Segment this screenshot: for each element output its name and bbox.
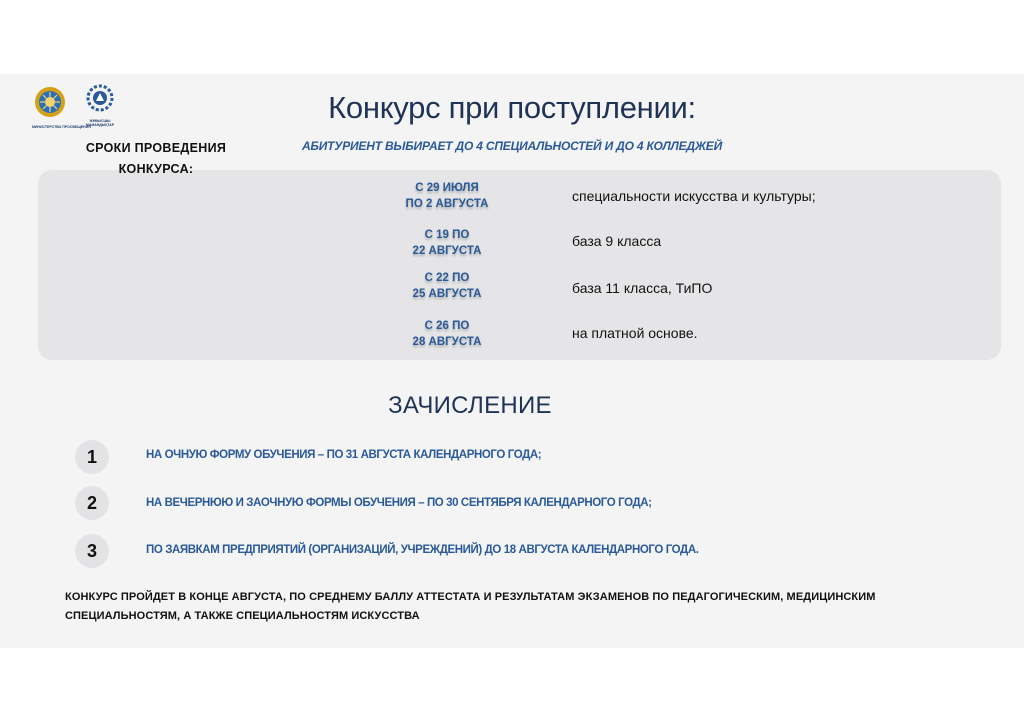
ministry-caption: МИНИСТЕРСТВО ПРОСВЕЩЕНИЯ — [32, 125, 91, 129]
footnote-line2: СПЕЦИАЛЬНОСТЯМ, А ТАКЖЕ СПЕЦИАЛЬНОСТЯМ ИСКУССТВА — [65, 610, 420, 622]
period-date — [372, 227, 522, 259]
footnote-line1: КОНКУРС ПРОЙДЕТ В КОНЦЕ АВГУСТА, ПО СРЕДНЕМУ БАЛЛУ АТТЕСТАТА И РЕЗУЛЬТАТАМ ЭКЗАМЕНОВ ПО ПЕДАГОГИЧЕСКИМ, МЕДИЦИНСКИМ — [65, 591, 876, 603]
schedule-label — [56, 138, 256, 180]
footnote — [65, 588, 965, 626]
period-date — [372, 270, 522, 302]
step-text: ПО ЗАЯВКАМ ПРЕДПРИЯТИЙ (ОРГАНИЗАЦИЙ, УЧРЕЖДЕНИЙ) ДО 18 АВГУСТА КАЛЕНДАРНОГО ГОДА. — [146, 544, 699, 556]
period-date-line1: С 22 ПО — [424, 272, 470, 284]
schedule-label-line2: КОНКУРСА: — [118, 162, 194, 176]
page-title: Конкурс при поступлении: — [328, 90, 696, 125]
step-number-badge: 3 — [75, 534, 109, 568]
period-date — [372, 180, 522, 212]
period-date-line2: 22 АВГУСТА — [412, 245, 482, 257]
period-description: специальности искусства и культуры; — [572, 188, 816, 204]
period-description: на платной основе. — [572, 325, 698, 341]
period-date-line2: ПО 2 АВГУСТА — [405, 198, 489, 210]
step-number-badge: 2 — [75, 486, 109, 520]
period-description: база 9 класса — [572, 233, 662, 249]
period-description: база 11 класса, ТиПО — [572, 280, 713, 296]
period-date-line1: С 29 ИЮЛЯ — [415, 182, 479, 194]
period-date — [372, 318, 522, 350]
period-date-line2: 28 АВГУСТА — [412, 336, 482, 348]
step-number-badge: 1 — [75, 440, 109, 474]
period-date-line2: 25 АВГУСТА — [412, 288, 482, 300]
page-subtitle: АБИТУРИЕНТ ВЫБИРАЕТ ДО 4 СПЕЦИАЛЬНОСТЕЙ И ДО 4 КОЛЛЕДЖЕЙ — [301, 139, 723, 153]
worker-professions-caption-2: МАМАНДЫҚТАР — [85, 123, 115, 127]
schedule-label-line1: СРОКИ ПРОВЕДЕНИЯ — [85, 141, 227, 155]
step-text: НА ВЕЧЕРНЮЮ И ЗАОЧНУЮ ФОРМЫ ОБУЧЕНИЯ – ПО 30 СЕНТЯБРЯ КАЛЕНДАРНОГО ГОДА; — [146, 497, 652, 509]
step-text: НА ОЧНУЮ ФОРМУ ОБУЧЕНИЯ – ПО 31 АВГУСТА КАЛЕНДАРНОГО ГОДА; — [146, 449, 542, 461]
slide — [0, 74, 1024, 648]
period-date-line1: С 19 ПО — [424, 229, 470, 241]
enrollment-heading: ЗАЧИСЛЕНИЕ — [388, 392, 552, 419]
period-date-line1: С 26 ПО — [424, 320, 470, 332]
worker-professions-caption-1: ЖҰМЫСШЫ — [89, 119, 111, 123]
